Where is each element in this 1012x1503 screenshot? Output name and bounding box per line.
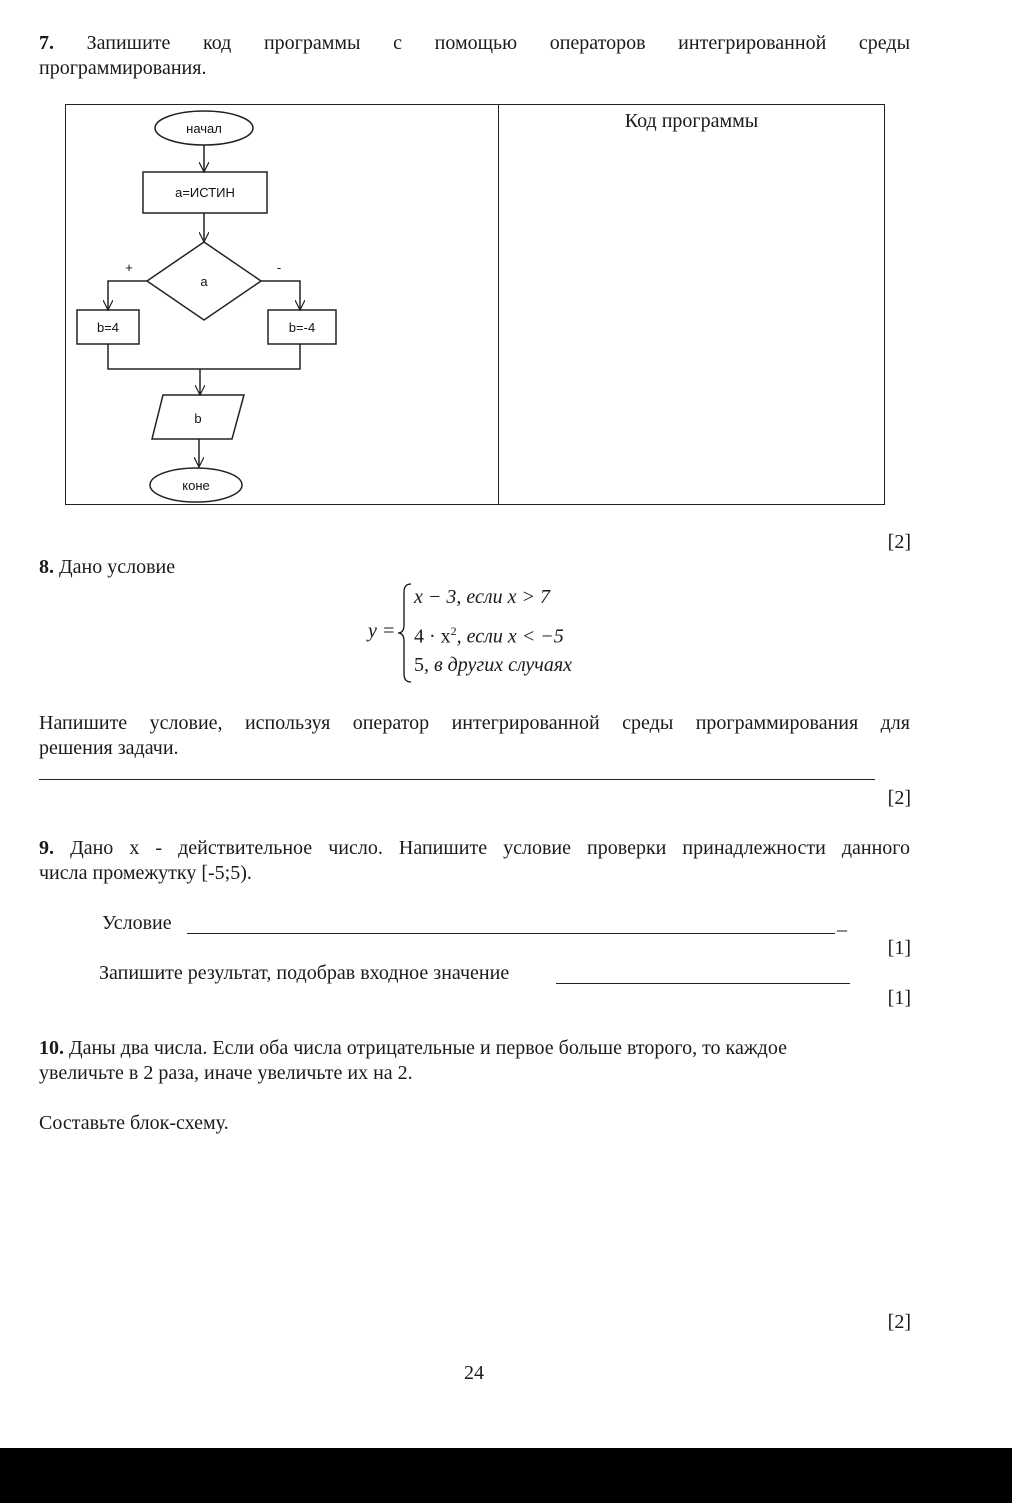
bottom-black-bar xyxy=(0,1448,1012,1503)
q8-text: 8. Дано условие xyxy=(39,556,176,578)
formula-row-2: $4 \cdot x^2$, если x < −5 xyxy=(414,624,564,648)
q9-text: 9. Дано x - действительное число. Напишите условие проверки принадлежности данного xyxy=(39,837,911,859)
end-label: коне xyxy=(182,478,210,493)
q9-text-line2: числа промежутку [-5;5). xyxy=(39,862,252,884)
flowchart xyxy=(66,105,498,504)
q9-score-1: [1] xyxy=(887,937,911,959)
q10-text: 10. Даны два числа. Если оба числа отрицательные и первое больше второго, то каждое xyxy=(39,1037,787,1059)
arrow-yes-branch xyxy=(108,281,147,310)
code-column-header: Код программы xyxy=(624,110,759,132)
q10-score: [2] xyxy=(887,1311,911,1333)
q9-score-2: [1] xyxy=(887,987,911,1009)
arrow-no-branch xyxy=(261,281,300,310)
q9-result-label: Запишите результат, подобрав входное значение xyxy=(99,962,510,984)
merge-line xyxy=(108,344,300,369)
q7-table xyxy=(65,104,885,505)
q9-result-line[interactable] xyxy=(556,983,850,984)
q10-text-line2: увеличьте в 2 раза, иначе увеличьте их на 2. xyxy=(39,1062,413,1084)
q7-text-line2: программирования. xyxy=(39,57,207,79)
table-divider xyxy=(498,105,499,504)
q8-instruction-line2: решения задачи. xyxy=(39,737,179,759)
output-label: b xyxy=(194,411,202,426)
q9-condition-label: Условие xyxy=(102,912,172,934)
assign-label: a=ИСТИН xyxy=(175,185,235,200)
q8-score: [2] xyxy=(887,787,911,809)
q9-condition-line[interactable] xyxy=(187,933,835,934)
q7-text: 7. Запишите код программы с помощью операторов интегрированной среды xyxy=(39,32,910,54)
no-label: - xyxy=(276,260,282,275)
right-box-label: b=-4 xyxy=(288,320,316,335)
q8-instruction: Напишите условие, используя оператор интегрированной среды программирования для xyxy=(39,712,910,734)
decision-label: a xyxy=(200,274,208,289)
q8-answer-line[interactable] xyxy=(39,779,875,780)
page-number: 24 xyxy=(464,1362,484,1384)
q9-condition-tail: _ xyxy=(837,912,847,934)
formula-row-1: x − 3, если x > 7 xyxy=(414,586,550,608)
q10-task: Составьте блок-схему. xyxy=(39,1112,229,1134)
yes-label: + xyxy=(125,260,133,275)
left-box-label: b=4 xyxy=(96,320,120,335)
q7-score: [2] xyxy=(887,531,911,553)
formula-lhs: y = xyxy=(368,620,396,642)
formula-row-3: 5, в других случаях xyxy=(414,654,573,676)
start-label: начал xyxy=(186,121,222,136)
formula-brace xyxy=(397,582,413,684)
